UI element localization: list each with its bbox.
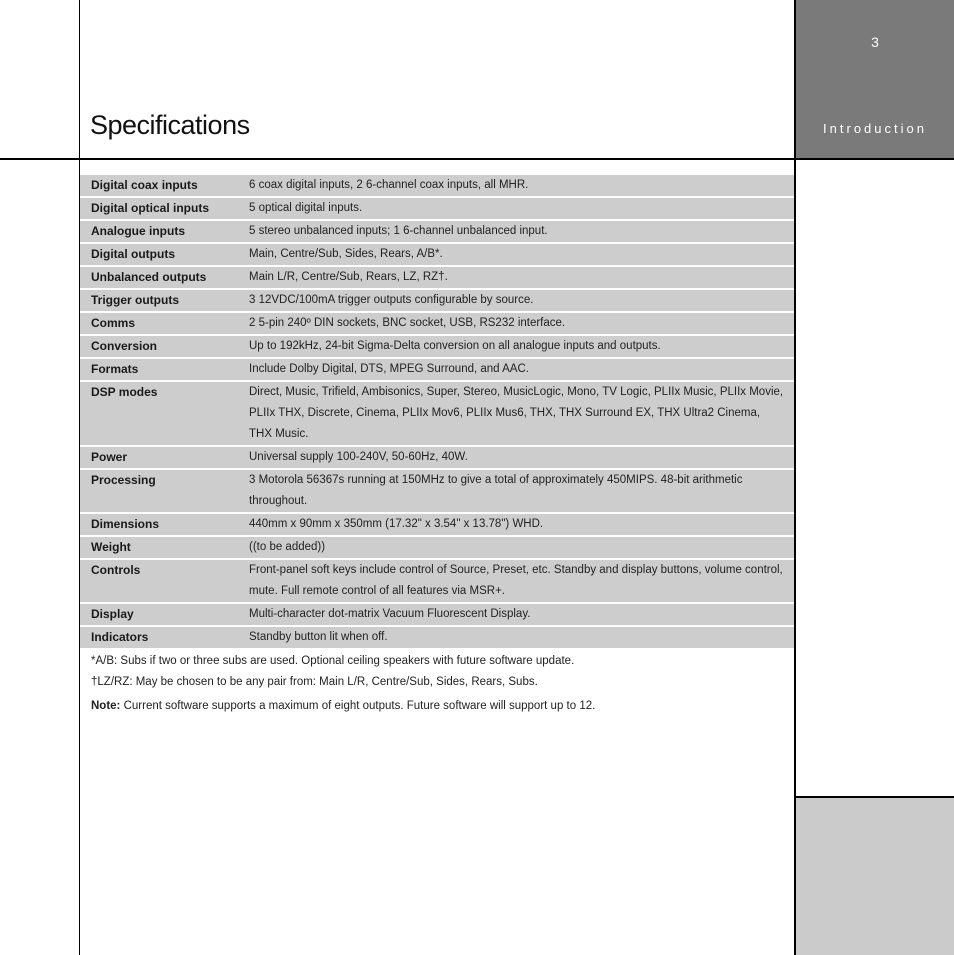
- spec-label: Digital outputs: [91, 247, 175, 261]
- spec-label: Dimensions: [91, 517, 160, 531]
- spec-label: DSP modes: [91, 385, 158, 399]
- spec-row: [80, 175, 794, 198]
- page-number: 3: [871, 34, 879, 50]
- spec-value: 5 stereo unbalanced inputs; 1 6-channel unbalanced input.: [249, 225, 548, 237]
- spec-label: Unbalanced outputs: [91, 270, 207, 284]
- spec-value: Main L/R, Centre/Sub, Rears, LZ, RZ†.: [249, 271, 448, 283]
- spec-value: 3 12VDC/100mA trigger outputs configurable by source.: [249, 294, 534, 306]
- spec-value: Main, Centre/Sub, Sides, Rears, A/B*.: [249, 248, 443, 260]
- spec-value: Direct, Music, Trifield, Ambisonics, Super, Stereo, MusicLogic, Mono, TV Logic, PLIIx Music, PLIIx Movie, PLIIx THX, Discrete, Cinema, PLIIx Mov6, PLIIx Mus6, THX, THX Surround EX, THX Ultra2 Cinema, THX Music.: [249, 386, 784, 440]
- spec-label: Weight: [91, 540, 131, 554]
- spec-label: Comms: [91, 316, 136, 330]
- spec-value: Standby button lit when off.: [249, 631, 388, 643]
- spec-value: 440mm x 90mm x 350mm (17.32" x 3.54" x 13.78") WHD.: [249, 518, 544, 530]
- spec-row: [80, 313, 794, 336]
- footer-side-panel: [796, 796, 954, 955]
- spec-value: Universal supply 100-240V, 50-60Hz, 40W.: [249, 451, 468, 463]
- section-label: Introduction: [823, 121, 927, 136]
- spec-value: 3 Motorola 56367s running at 150MHz to give a total of approximately 450MIPS. 48-bit arithmetic throughout.: [249, 474, 743, 507]
- spec-label: Display: [91, 607, 134, 621]
- spec-row: [80, 604, 794, 627]
- spec-value: 2 5-pin 240º DIN sockets, BNC socket, USB, RS232 interface.: [249, 317, 566, 329]
- spec-label: Trigger outputs: [91, 293, 179, 307]
- spec-label: Power: [91, 450, 128, 464]
- spec-value: 6 coax digital inputs, 2 6-channel coax inputs, all MHR.: [249, 179, 529, 191]
- spec-table: [80, 175, 794, 648]
- spec-value: Front-panel soft keys include control of Source, Preset, etc. Standby and display buttons, volume control, mute. Full remote control of all features via MSR+.: [249, 564, 783, 597]
- spec-row: [80, 470, 794, 514]
- page-title: Specifications: [90, 110, 250, 140]
- spec-row: [80, 290, 794, 313]
- spec-value: 5 optical digital inputs.: [249, 202, 363, 214]
- right-margin-rule: [794, 0, 796, 955]
- spec-label: Indicators: [91, 630, 149, 644]
- footnotes: [91, 651, 791, 717]
- spec-row: [80, 267, 794, 290]
- spec-value: Multi-character dot-matrix Vacuum Fluorescent Display.: [249, 608, 531, 620]
- spec-label: Digital coax inputs: [91, 178, 198, 192]
- spec-label: Formats: [91, 362, 139, 376]
- spec-label: Digital optical inputs: [91, 201, 210, 215]
- note-text: Current software supports a maximum of eight outputs. Future software will support up to 12.: [120, 700, 596, 712]
- spec-label: Analogue inputs: [91, 224, 185, 238]
- note-line: [91, 696, 791, 717]
- footnote-lzrz: †LZ/RZ: May be chosen to be any pair from: Main L/R, Centre/Sub, Sides, Rears, Subs.: [91, 676, 538, 688]
- spec-row: [80, 537, 794, 560]
- spec-row: [80, 514, 794, 537]
- spec-row: [80, 560, 794, 604]
- spec-row: [80, 627, 794, 648]
- spec-row: [80, 382, 794, 447]
- spec-row: [80, 244, 794, 267]
- spec-value: Up to 192kHz, 24-bit Sigma-Delta conversion on all analogue inputs and outputs.: [249, 340, 661, 352]
- header-rule: [0, 158, 954, 160]
- spec-value: Include Dolby Digital, DTS, MPEG Surround, and AAC.: [249, 363, 529, 375]
- spec-row: [80, 447, 794, 470]
- spec-label: Processing: [91, 473, 156, 487]
- spec-row: [80, 198, 794, 221]
- spec-value: ((to be added)): [249, 541, 326, 553]
- footnote-ab: *A/B: Subs if two or three subs are used. Optional ceiling speakers with future software update.: [91, 655, 575, 667]
- note-label: Note:: [91, 700, 121, 712]
- spec-row: [80, 336, 794, 359]
- spec-row: [80, 221, 794, 244]
- spec-row: [80, 359, 794, 382]
- spec-label: Conversion: [91, 339, 158, 353]
- spec-label: Controls: [91, 563, 141, 577]
